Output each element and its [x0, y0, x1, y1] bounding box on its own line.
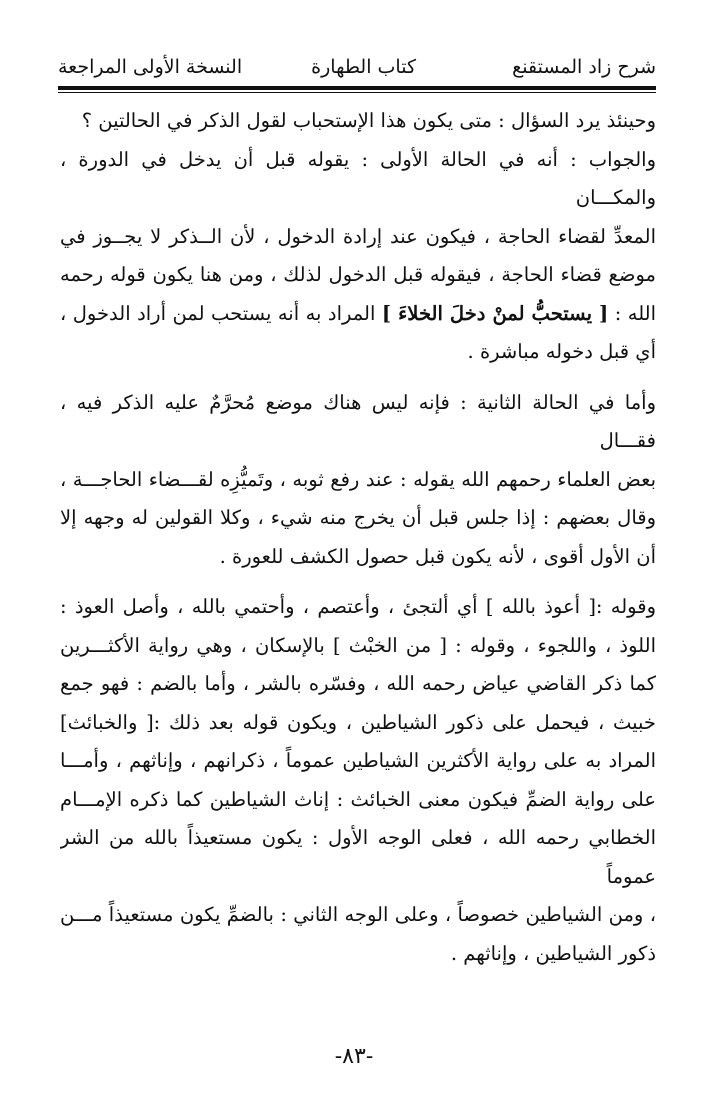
text-line: خبيث ، فيحمل على ذكور الشياطين ، ويكون قوله بعد ذلك :[ والخبائث] [60, 710, 656, 734]
paragraph-second-case [60, 384, 656, 577]
text-line: والجواب : أنه في الحالة الأولى : يقوله قبل أن يدخل في الدورة ، والمكـــان [60, 147, 656, 209]
text-line: ، ومن الشياطين خصوصاً ، وعلى الوجه الثاني : بالضمِّ يكون مستعيذاً مـــن [60, 903, 656, 926]
text-line: موضع قضاء الحاجة ، فيقوله قبل الدخول لذلك ، ومن هنا يكون قوله رحمه [60, 263, 656, 286]
text-line: كما ذكر القاضي عياض رحمه الله ، وفسّره بالشر ، وأما بالضم : فهو جمع [60, 672, 656, 695]
running-header [58, 50, 656, 84]
page-number: -٨٣- [334, 1044, 374, 1069]
header-rule-thin [58, 92, 656, 93]
text-line: ذكور الشياطين ، وإناثهم . [450, 941, 656, 965]
text-line: المعدِّ لقضاء الحاجة ، فيكون عند إرادة الدخول ، لأن الــذكر لا يجــوز في [60, 224, 656, 248]
text-line: أي قبل دخوله مباشرة . [467, 340, 656, 363]
text-line: بعض العلماء رحمهم الله يقوله : عند رفع ثوبه ، وتَميُّزِه لقـــضاء الحاجـــة ، [60, 467, 656, 491]
body-text [60, 102, 656, 973]
header-edition: النسخة الأولى المراجعة [58, 56, 243, 78]
text-segment: الله : [614, 301, 656, 325]
text-line: اللوذ ، واللجوء ، وقوله : [ من الخبْث ] بالإسكان ، وهي رواية الأكثـــرين [60, 633, 656, 657]
paragraph-istiadha [60, 588, 656, 973]
text-line: وقوله :[ أعوذ بالله ] أي ألتجئ ، وأعتصم ، وأحتمي بالله ، وأصل العوذ : [60, 595, 656, 618]
text-line: وأما في الحالة الثانية : فإنه ليس هناك موضع مُحرَّمٌ عليه الذكر فيه ، فقـــال [60, 390, 656, 452]
text-line: وحينئذ يرد السؤال : متى يكون هذا الإستحباب لقول الذكر في الحالتين ؟ [81, 109, 656, 132]
text-line: على رواية الضمِّ فيكون معنى الخبائث : إناث الشياطين كما ذكره الإمـــام [60, 787, 656, 811]
text-line: أن الأول أقوى ، لأنه يكون قبل حصول الكشف للعورة . [219, 544, 656, 568]
quoted-matn-text: [ يستحبُّ لمنْ دخلَ الخلاءَ ] [381, 301, 609, 325]
text-line: المراد به على رواية الأكثرين الشياطين عموماً ، ذكرانهم ، وإناثهم ، وأمـــا [60, 749, 656, 772]
text-segment: المراد به أنه يستحب لمن أراد الدخول ، [60, 301, 376, 325]
text-line: وقال بعضهم : إذا جلس قبل أن يخرج منه شيء ، وكلا القولين له وجهه إلا [60, 506, 656, 529]
header-chapter-title: كتاب الطهارة [311, 56, 416, 78]
text-line-with-quote [60, 295, 656, 334]
header-rule-thick [58, 86, 656, 90]
paragraph-question [60, 102, 656, 141]
paragraph-answer [60, 141, 656, 372]
text-line: الخطابي رحمه الله ، فعلى الوجه الأول : يكون مستعيذاً بالله من الشر عموماً [60, 826, 656, 888]
header-book-title: شرح زاد المستقنع [512, 56, 656, 78]
